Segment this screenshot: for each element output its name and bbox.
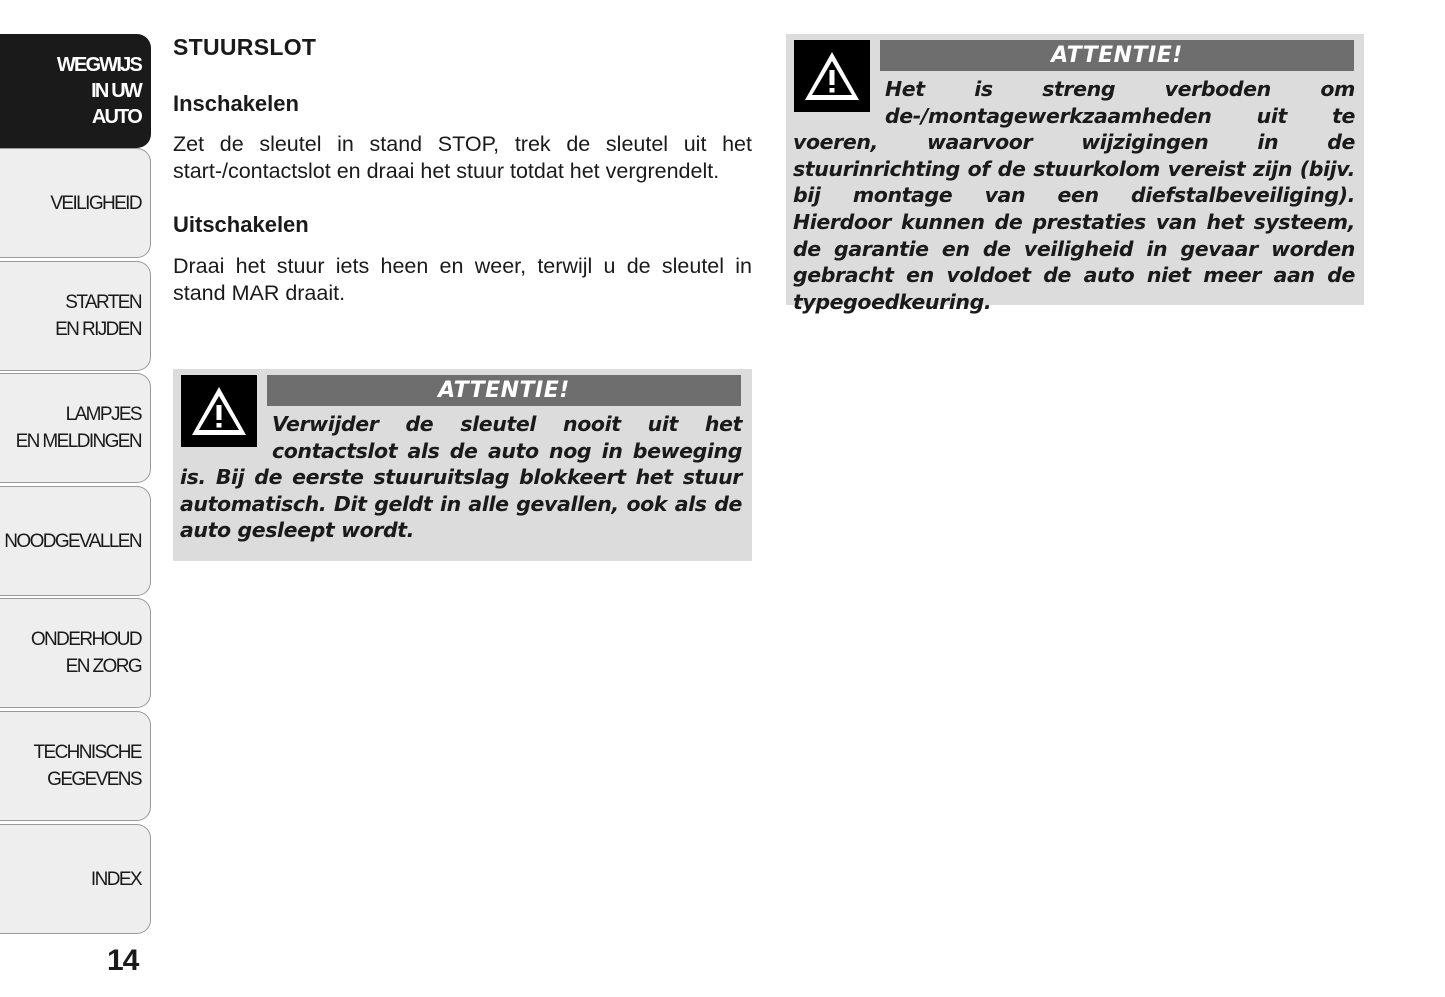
page-number: 14 [107,944,139,977]
section-heading-inschakelen: Inschakelen [173,91,299,116]
section-heading-uitschakelen: Uitschakelen [173,212,309,237]
tab-veiligheid[interactable]: VEILIGHEID [0,148,151,258]
tab-noodgevallen[interactable]: NOODGEVALLEN [0,486,151,596]
page-title: STUURSLOT [173,34,317,60]
warning-title: ATTENTIE! [880,40,1354,71]
section-text-inschakelen: Zet de sleutel in stand STOP, trek de sleutel uit het start-/contactslot en draai het stuur totdat het vergrendelt. [173,132,752,183]
tab-wegwijs-in-uw-auto[interactable]: WEGWIJS IN UW AUTO [0,34,151,148]
section-text-uitschakelen: Draai het stuur iets heen en weer, terwijl u de sleutel in stand MAR draait. [173,254,752,305]
tab-starten-en-rijden[interactable]: STARTEN EN RIJDEN [0,261,151,371]
warning-box-steering-modification [786,34,1364,314]
warning-text: Het is streng verboden om de-/montagewerkzaamheden uit te voeren, waarvoor wijzigingen in de stuurinrichting of de stuurkolom vereist zijn (bijv. bij montage van een diefstalbeveiliging). Hierdoor kunnen de prestaties van het systeem, de garantie en de veiligheid in gevaar worden gebracht en voldoet de auto niet meer aan de typegoedkeuring. [793,77,1355,314]
tab-lampjes-en-meldingen[interactable]: LAMPJES EN MELDINGEN [0,373,151,483]
tab-index[interactable]: INDEX [0,824,151,934]
warning-box-key-removal [173,369,752,561]
tab-onderhoud-en-zorg[interactable]: ONDERHOUD EN ZORG [0,598,151,708]
warning-title: ATTENTIE! [267,375,741,406]
warning-text: Verwijder de sleutel nooit uit het contactslot als de auto nog in beweging is. Bij de eerste stuuruitslag blokkeert het stuur automatisch. Dit geldt in alle gevallen, ook als de auto gesleept wordt. [180,412,742,543]
tab-technische-gegevens[interactable]: TECHNISCHE GEGEVENS [0,711,151,821]
